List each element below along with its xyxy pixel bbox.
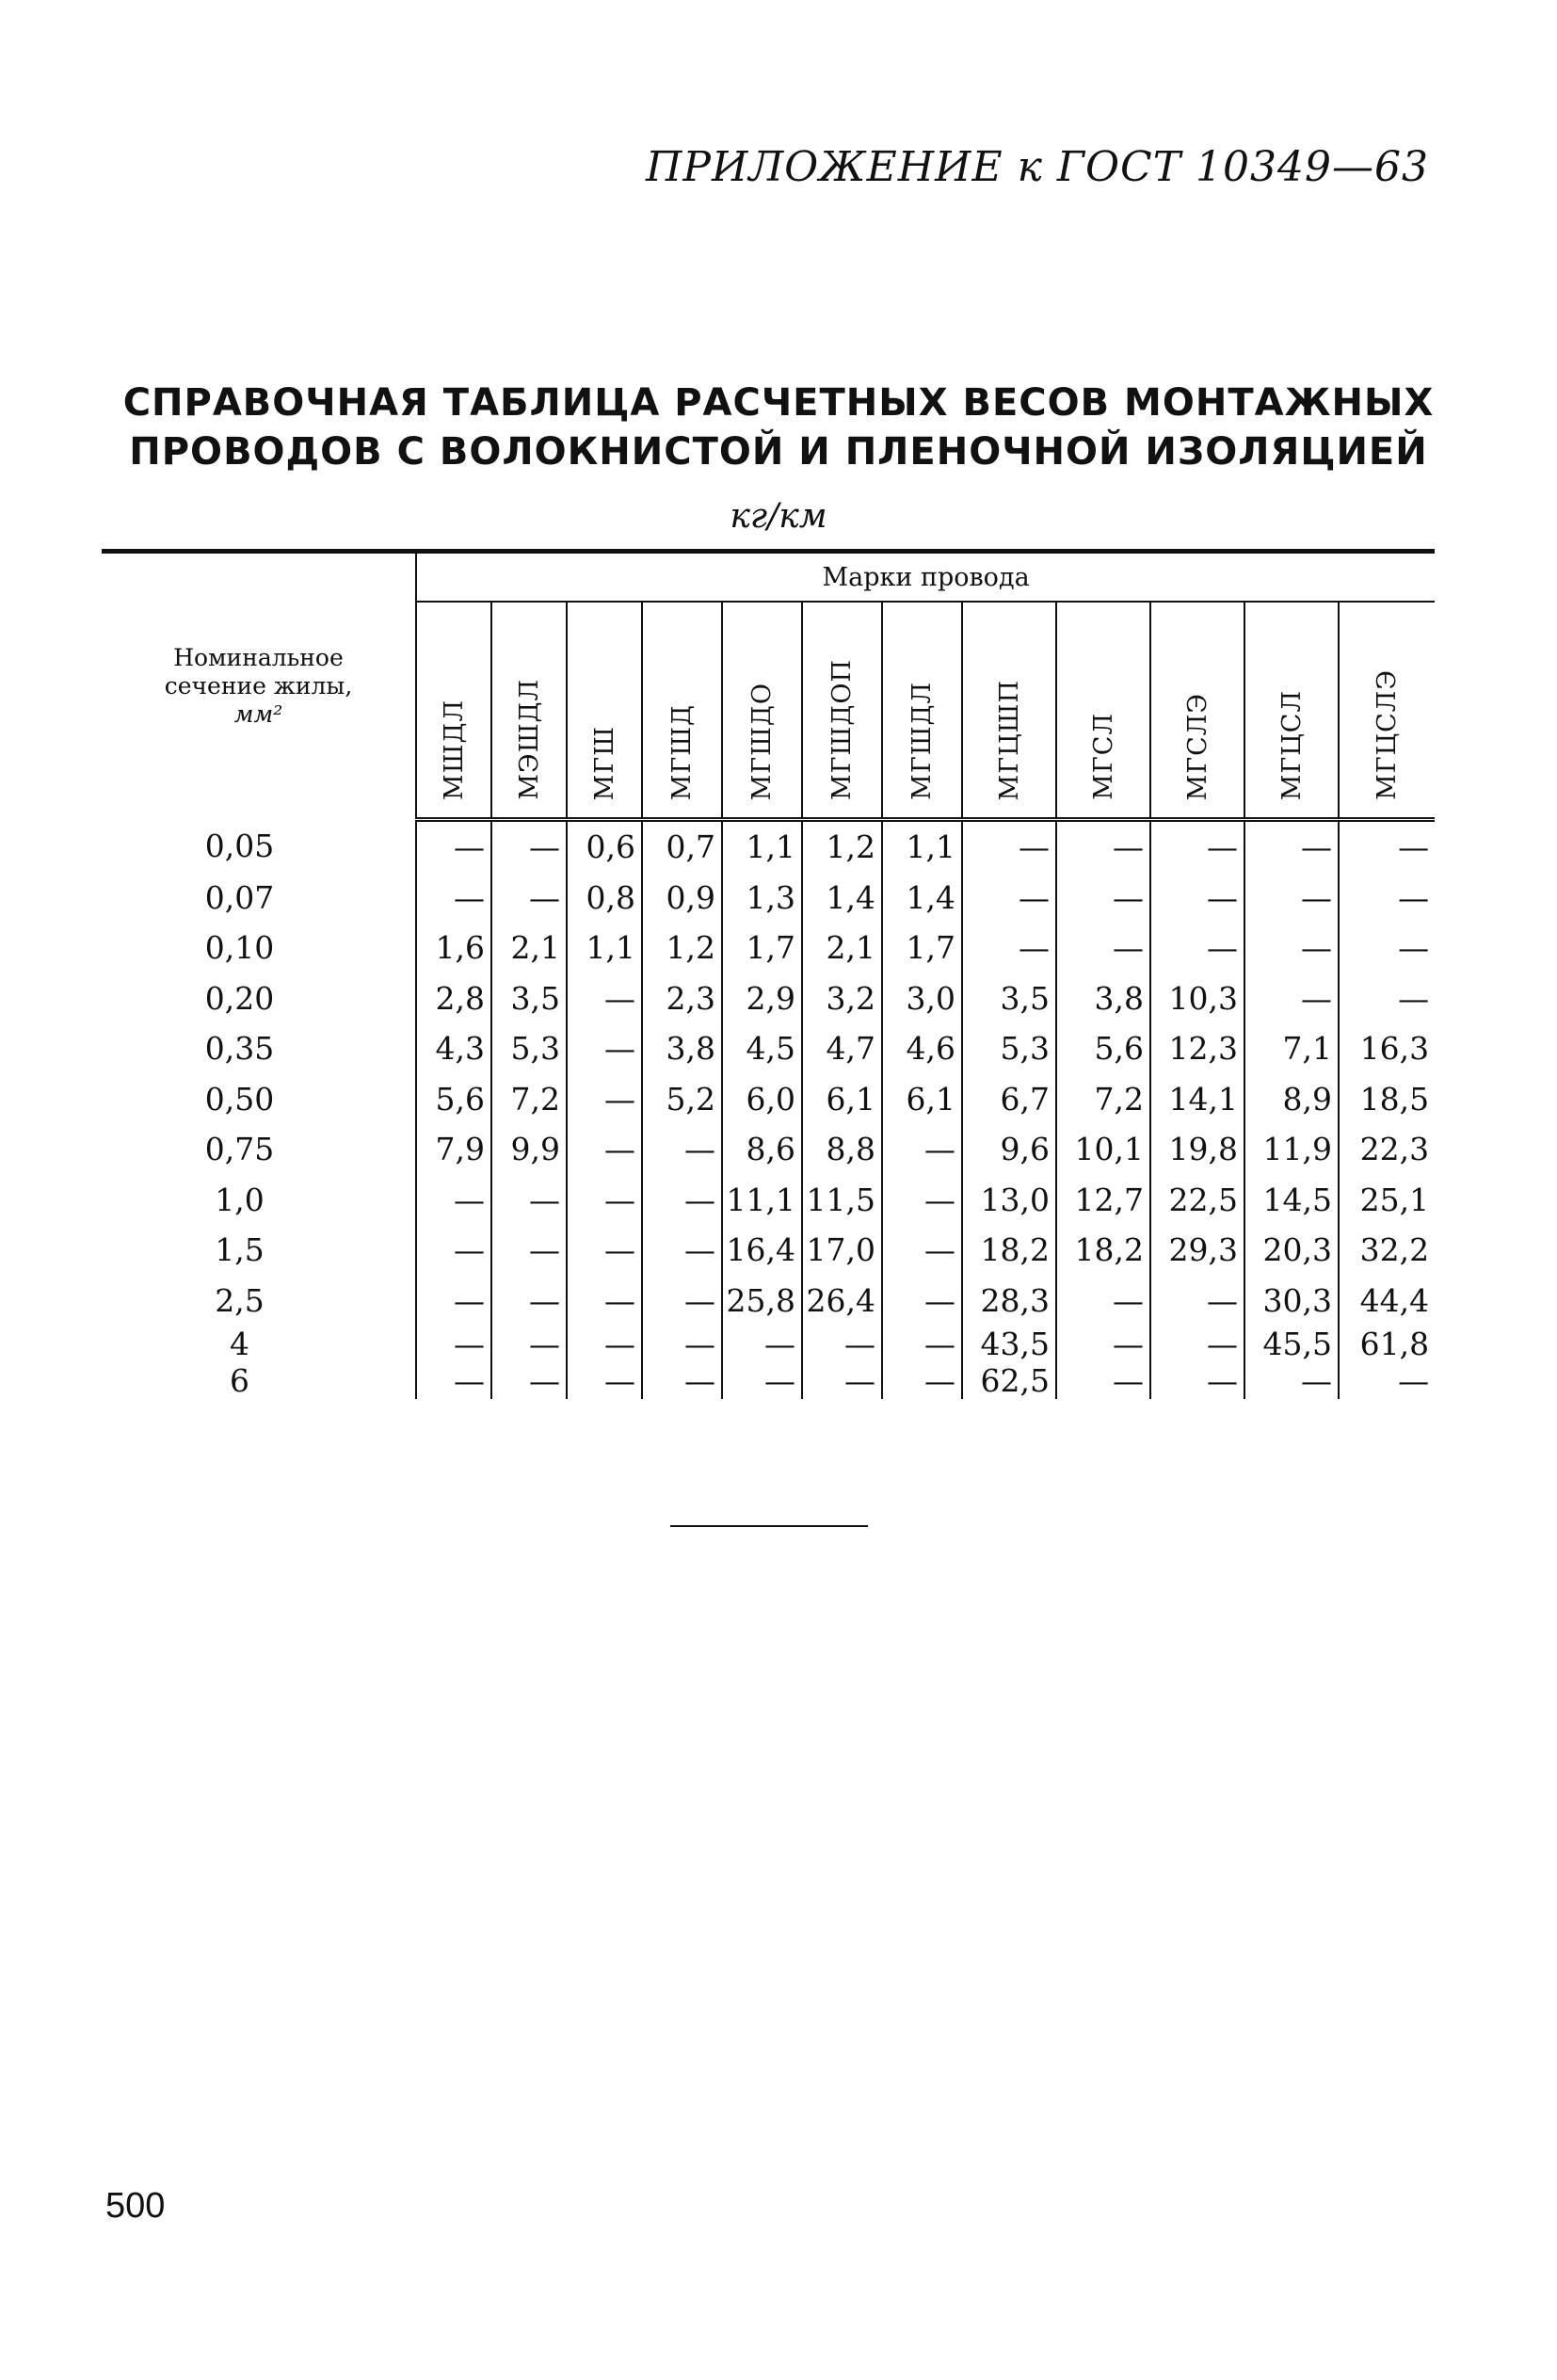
value-cell: — xyxy=(642,1276,722,1327)
value-cell: 8,8 xyxy=(802,1124,882,1175)
value-cell: — xyxy=(1244,820,1339,873)
value-cell: 16,3 xyxy=(1339,1023,1435,1074)
value-cell: — xyxy=(882,1326,962,1362)
value-cell: 1,2 xyxy=(642,923,722,973)
value-cell: — xyxy=(491,1175,567,1226)
value-cell: 22,5 xyxy=(1150,1175,1244,1226)
value-cell: — xyxy=(416,1276,491,1327)
value-cell: — xyxy=(567,1362,642,1399)
value-cell: — xyxy=(567,1276,642,1327)
value-cell: 5,6 xyxy=(1056,1023,1150,1074)
value-cell: — xyxy=(1056,820,1150,873)
value-cell: — xyxy=(1244,1362,1339,1399)
value-cell: 2,1 xyxy=(491,923,567,973)
value-cell: 0,6 xyxy=(567,820,642,873)
section-cell: 0,07 xyxy=(204,878,275,916)
section-cell: 1,5 xyxy=(215,1231,265,1269)
value-cell: 1,4 xyxy=(802,873,882,924)
column-header xyxy=(567,602,642,820)
value-cell: — xyxy=(962,923,1056,973)
section-header-unit: мм² xyxy=(233,700,283,729)
value-cell: 1,4 xyxy=(882,873,962,924)
column-header-label: МГЦСЛЭ xyxy=(1372,669,1403,800)
value-cell: 1,7 xyxy=(882,923,962,973)
value-cell: 5,3 xyxy=(962,1023,1056,1074)
value-cell: 17,0 xyxy=(802,1225,882,1276)
value-cell: 11,5 xyxy=(802,1175,882,1226)
value-cell: — xyxy=(491,1326,567,1362)
value-cell: — xyxy=(1244,873,1339,924)
value-cell: 32,2 xyxy=(1339,1225,1435,1276)
column-header-label: МГШДЛ xyxy=(907,682,937,800)
table-row xyxy=(102,973,1435,1024)
value-cell: 4,7 xyxy=(802,1023,882,1074)
column-header-label: МГШДО xyxy=(747,682,777,800)
section-cell: 2,5 xyxy=(215,1281,265,1319)
section-cell: 0,50 xyxy=(204,1080,275,1118)
column-header-label: МГЦСЛ xyxy=(1276,689,1307,800)
column-header xyxy=(962,602,1056,820)
value-cell: 16,4 xyxy=(722,1225,802,1276)
section-cell: 0,35 xyxy=(204,1030,275,1068)
value-cell: 18,2 xyxy=(962,1225,1056,1276)
section-column-header xyxy=(102,552,416,820)
value-cell: 1,3 xyxy=(722,873,802,924)
section-cell: 0,05 xyxy=(204,828,275,864)
column-header-label: МГСЛ xyxy=(1088,713,1118,800)
table-row xyxy=(102,923,1435,973)
value-cell: 9,6 xyxy=(962,1124,1056,1175)
value-cell: — xyxy=(567,1124,642,1175)
table-row xyxy=(102,873,1435,924)
value-cell: 3,8 xyxy=(642,1023,722,1074)
value-cell: 43,5 xyxy=(962,1326,1056,1362)
value-cell: — xyxy=(1150,1362,1244,1399)
value-cell: 8,6 xyxy=(722,1124,802,1175)
value-cell: 11,1 xyxy=(722,1175,802,1226)
column-header-label: МГШДОП xyxy=(827,659,857,800)
value-cell: 12,3 xyxy=(1150,1023,1244,1074)
value-cell: — xyxy=(491,1276,567,1327)
column-header xyxy=(1056,602,1150,820)
value-cell: 7,2 xyxy=(491,1074,567,1125)
value-cell: — xyxy=(567,1023,642,1074)
value-cell: — xyxy=(642,1175,722,1226)
value-cell: 1,1 xyxy=(722,820,802,873)
value-cell: — xyxy=(1150,923,1244,973)
table-row xyxy=(102,1362,1435,1399)
value-cell: 20,3 xyxy=(1244,1225,1339,1276)
value-cell: 29,3 xyxy=(1150,1225,1244,1276)
value-cell: 3,8 xyxy=(1056,973,1150,1024)
column-header xyxy=(642,602,722,820)
column-header-label: МГСЛЭ xyxy=(1182,692,1212,800)
section-header-line-1: Номинальное xyxy=(173,644,344,672)
value-cell: — xyxy=(416,1326,491,1362)
value-cell: 30,3 xyxy=(1244,1276,1339,1327)
column-header-label: МГЦШП xyxy=(994,679,1024,800)
value-cell: — xyxy=(416,820,491,873)
column-header xyxy=(1244,602,1339,820)
value-cell: — xyxy=(882,1276,962,1327)
value-cell: — xyxy=(1056,923,1150,973)
brands-header: Марки провода xyxy=(416,552,1435,603)
value-cell: — xyxy=(882,1362,962,1399)
value-cell: — xyxy=(1056,873,1150,924)
value-cell: — xyxy=(567,973,642,1024)
value-cell: — xyxy=(1244,973,1339,1024)
value-cell: 2,9 xyxy=(722,973,802,1024)
value-cell: 1,1 xyxy=(882,820,962,873)
value-cell: — xyxy=(491,1362,567,1399)
value-cell: — xyxy=(642,1124,722,1175)
value-cell: — xyxy=(491,820,567,873)
value-cell: — xyxy=(567,1074,642,1125)
column-header-label: МГШД xyxy=(667,703,697,800)
table-row xyxy=(102,1326,1435,1362)
value-cell: 2,3 xyxy=(642,973,722,1024)
value-cell: 6,0 xyxy=(722,1074,802,1125)
value-cell: 7,2 xyxy=(1056,1074,1150,1125)
section-cell: 0,20 xyxy=(204,979,275,1017)
table-row xyxy=(102,820,1435,873)
weights-table xyxy=(102,549,1435,1399)
value-cell: — xyxy=(1056,1362,1150,1399)
value-cell: 3,2 xyxy=(802,973,882,1024)
value-cell: — xyxy=(567,1175,642,1226)
value-cell: 18,5 xyxy=(1339,1074,1435,1125)
column-header xyxy=(1339,602,1435,820)
value-cell: 22,3 xyxy=(1339,1124,1435,1175)
value-cell: 6,1 xyxy=(802,1074,882,1125)
value-cell: 8,9 xyxy=(1244,1074,1339,1125)
value-cell: 1,7 xyxy=(722,923,802,973)
value-cell: 11,9 xyxy=(1244,1124,1339,1175)
column-header-label: МЭШДЛ xyxy=(514,679,544,800)
section-cell: 4 xyxy=(230,1326,249,1362)
value-cell: — xyxy=(567,1326,642,1362)
value-cell: 3,0 xyxy=(882,973,962,1024)
value-cell: 18,2 xyxy=(1056,1225,1150,1276)
column-header xyxy=(802,602,882,820)
value-cell: 10,3 xyxy=(1150,973,1244,1024)
value-cell: 3,5 xyxy=(491,973,567,1024)
value-cell: 5,6 xyxy=(416,1074,491,1125)
value-cell: — xyxy=(491,1225,567,1276)
section-cell: 0,10 xyxy=(204,929,275,967)
page-number: 500 xyxy=(105,2186,166,2226)
value-cell: 6,7 xyxy=(962,1074,1056,1125)
value-cell: 6,1 xyxy=(882,1074,962,1125)
value-cell: — xyxy=(1150,820,1244,873)
table-row xyxy=(102,1225,1435,1276)
value-cell: 5,2 xyxy=(642,1074,722,1125)
value-cell: 0,7 xyxy=(642,820,722,873)
column-header xyxy=(722,602,802,820)
value-cell: 26,4 xyxy=(802,1276,882,1327)
value-cell: 28,3 xyxy=(962,1276,1056,1327)
value-cell: — xyxy=(802,1326,882,1362)
value-cell: — xyxy=(1339,873,1435,924)
appendix-header: ПРИЛОЖЕНИЕ к ГОСТ 10349—63 xyxy=(646,143,1429,191)
table-title xyxy=(0,378,1557,476)
value-cell: 62,5 xyxy=(962,1362,1056,1399)
table-row xyxy=(102,1023,1435,1074)
value-cell: — xyxy=(416,1225,491,1276)
value-cell: 61,8 xyxy=(1339,1326,1435,1362)
title-line-2: ПРОВОДОВ С ВОЛОКНИСТОЙ И ПЛЕНОЧНОЙ ИЗОЛЯЦИЕЙ xyxy=(129,430,1428,474)
value-cell: — xyxy=(802,1362,882,1399)
value-cell: 14,5 xyxy=(1244,1175,1339,1226)
value-cell: 25,1 xyxy=(1339,1175,1435,1226)
value-cell: — xyxy=(642,1326,722,1362)
section-header-line-2: сечение жилы, xyxy=(164,672,353,700)
value-cell: 1,1 xyxy=(567,923,642,973)
value-cell: 7,9 xyxy=(416,1124,491,1175)
section-cell: 1,0 xyxy=(215,1181,265,1218)
table-row xyxy=(102,1175,1435,1226)
value-cell: 7,1 xyxy=(1244,1023,1339,1074)
column-header xyxy=(882,602,962,820)
value-cell: — xyxy=(416,873,491,924)
value-cell: — xyxy=(491,873,567,924)
value-cell: — xyxy=(1150,1276,1244,1327)
section-cell: 0,75 xyxy=(204,1131,275,1168)
value-cell: — xyxy=(962,873,1056,924)
value-cell: 44,4 xyxy=(1339,1276,1435,1327)
value-cell: — xyxy=(1244,923,1339,973)
value-cell: — xyxy=(642,1225,722,1276)
value-cell: — xyxy=(882,1124,962,1175)
value-cell: — xyxy=(1056,1326,1150,1362)
column-header-label: МГШ xyxy=(589,725,619,800)
column-header-label: МШДЛ xyxy=(439,700,469,800)
value-cell: — xyxy=(1339,973,1435,1024)
value-cell: 25,8 xyxy=(722,1276,802,1327)
table-row xyxy=(102,1276,1435,1327)
value-cell: — xyxy=(882,1225,962,1276)
value-cell: 4,6 xyxy=(882,1023,962,1074)
table-body xyxy=(102,820,1435,1400)
unit-label: кг/км xyxy=(730,497,827,536)
value-cell: — xyxy=(1339,1362,1435,1399)
value-cell: 1,6 xyxy=(416,923,491,973)
section-cell: 6 xyxy=(230,1362,249,1399)
value-cell: — xyxy=(882,1175,962,1226)
value-cell: 3,5 xyxy=(962,973,1056,1024)
value-cell: 13,0 xyxy=(962,1175,1056,1226)
value-cell: 4,3 xyxy=(416,1023,491,1074)
value-cell: 12,7 xyxy=(1056,1175,1150,1226)
value-cell: — xyxy=(1150,1326,1244,1362)
value-cell: 0,8 xyxy=(567,873,642,924)
column-header xyxy=(491,602,567,820)
value-cell: 2,1 xyxy=(802,923,882,973)
value-cell: 2,8 xyxy=(416,973,491,1024)
value-cell: — xyxy=(416,1362,491,1399)
value-cell: — xyxy=(1339,820,1435,873)
table-row xyxy=(102,1074,1435,1125)
title-line-1: СПРАВОЧНАЯ ТАБЛИЦА РАСЧЕТНЫХ ВЕСОВ МОНТАЖНЫХ xyxy=(122,381,1435,425)
value-cell: 4,5 xyxy=(722,1023,802,1074)
value-cell: — xyxy=(1339,923,1435,973)
end-rule xyxy=(670,1525,868,1527)
value-cell: — xyxy=(1150,873,1244,924)
value-cell: 45,5 xyxy=(1244,1326,1339,1362)
value-cell: 19,8 xyxy=(1150,1124,1244,1175)
value-cell: 0,9 xyxy=(642,873,722,924)
column-header xyxy=(1150,602,1244,820)
value-cell: — xyxy=(567,1225,642,1276)
value-cell: — xyxy=(642,1362,722,1399)
column-header xyxy=(416,602,491,820)
value-cell: 9,9 xyxy=(491,1124,567,1175)
table-row xyxy=(102,1124,1435,1175)
value-cell: 14,1 xyxy=(1150,1074,1244,1125)
value-cell: — xyxy=(962,820,1056,873)
value-cell: — xyxy=(416,1175,491,1226)
value-cell: — xyxy=(722,1326,802,1362)
value-cell: 5,3 xyxy=(491,1023,567,1074)
value-cell: — xyxy=(1056,1276,1150,1327)
value-cell: 1,2 xyxy=(802,820,882,873)
value-cell: — xyxy=(722,1362,802,1399)
value-cell: 10,1 xyxy=(1056,1124,1150,1175)
